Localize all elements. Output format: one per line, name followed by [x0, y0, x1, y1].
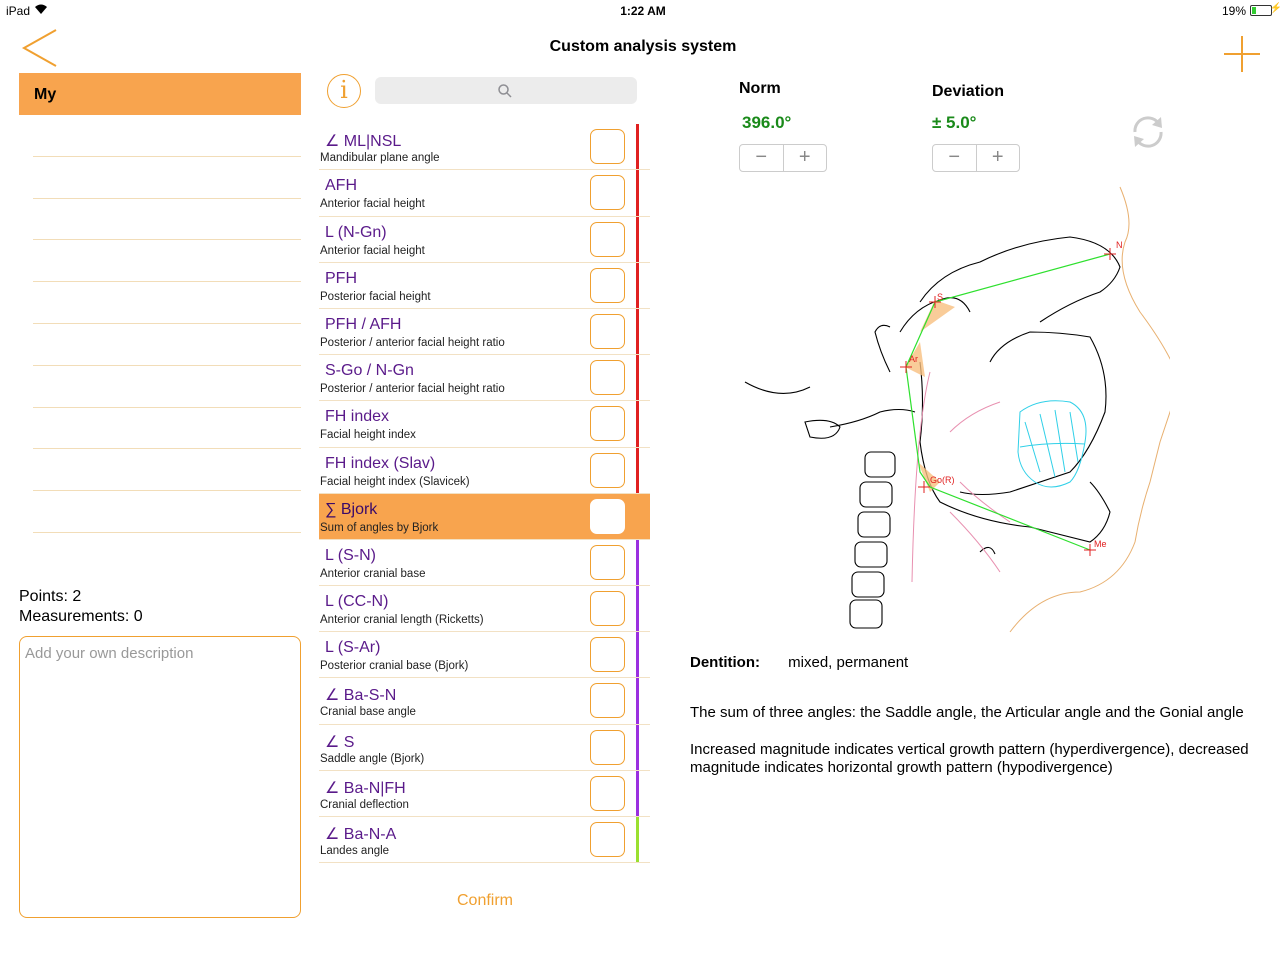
measurement-list-content — [319, 124, 650, 863]
empty-row — [33, 491, 301, 533]
measurement-list[interactable] — [319, 124, 650, 872]
measurement-row[interactable] — [319, 170, 650, 216]
measurement-name: L (N-Gn) — [325, 223, 387, 241]
measurement-row[interactable] — [319, 586, 650, 632]
measurement-name: PFH / AFH — [325, 315, 402, 333]
category-color-bar — [636, 725, 639, 770]
measurement-name: ∠ S — [325, 733, 355, 751]
device-label: iPad — [6, 4, 31, 18]
stats — [19, 587, 143, 627]
measurement-name: FH index (Slav) — [325, 454, 436, 472]
measurement-row[interactable] — [319, 263, 650, 309]
measurement-name: ∑ Bjork — [325, 500, 378, 518]
measurement-name: S-Go / N-Gn — [325, 362, 414, 380]
measurement-checkbox[interactable] — [590, 683, 625, 718]
measurement-checkbox[interactable] — [590, 499, 625, 534]
empty-row — [33, 240, 301, 282]
deviation-label: Deviation — [932, 83, 1005, 100]
category-color-bar — [636, 263, 639, 308]
measurement-row[interactable] — [319, 678, 650, 724]
measurement-subtitle: Posterior / anterior facial height ratio — [320, 383, 505, 396]
measurement-row[interactable] — [319, 448, 650, 494]
measurement-description: The sum of three angles: the Saddle angle, the Articular angle and the Gonial angle — [690, 704, 1244, 721]
category-color-bar — [636, 170, 639, 215]
norm-increment-button[interactable]: + — [783, 145, 827, 171]
points-count: Points: 2 — [19, 588, 82, 605]
empty-row — [33, 282, 301, 324]
measurement-row[interactable] — [319, 632, 650, 678]
measurement-row[interactable] — [319, 725, 650, 771]
empty-row — [33, 449, 301, 491]
category-color-bar — [636, 124, 639, 169]
measurement-checkbox[interactable] — [590, 730, 625, 765]
landmark-go: Go(R) — [930, 475, 955, 485]
measurement-subtitle: Posterior / anterior facial height ratio — [320, 336, 505, 349]
measurement-row[interactable] — [319, 817, 650, 863]
empty-row — [33, 157, 301, 199]
dentition-value: mixed, permanent — [788, 654, 909, 671]
measurement-row[interactable] — [319, 124, 650, 170]
measurement-subtitle: Posterior facial height — [320, 290, 431, 303]
description-input[interactable] — [19, 636, 301, 918]
info-icon[interactable]: i — [327, 74, 361, 108]
empty-row — [33, 366, 301, 408]
deviation-decrement-button[interactable]: − — [948, 146, 961, 168]
status-time: 1:22 AM — [620, 4, 666, 18]
measurement-name: ∠ Ba-N|FH — [325, 779, 406, 797]
search-icon — [497, 83, 513, 99]
soft-tissue-profile — [1010, 187, 1170, 632]
analysis-list — [19, 73, 301, 533]
measurement-checkbox[interactable] — [590, 453, 625, 488]
empty-row — [33, 199, 301, 241]
norm-label: Norm — [739, 80, 781, 97]
measurement-row[interactable] — [319, 309, 650, 355]
category-color-bar — [636, 309, 639, 354]
measurement-name: PFH — [325, 269, 357, 287]
measurement-row[interactable] — [319, 217, 650, 263]
category-color-bar — [636, 817, 639, 862]
measurement-checkbox[interactable] — [590, 268, 625, 303]
measurement-name: ∠ ML|NSL — [325, 133, 402, 151]
analysis-item-my[interactable]: My — [19, 73, 301, 115]
measurement-name: L (S-N) — [325, 546, 376, 564]
deviation-value: ± 5.0° — [932, 113, 977, 132]
plus-icon[interactable] — [1222, 34, 1262, 74]
battery-percent: 19% — [1221, 4, 1246, 18]
measurement-subtitle: Facial height index — [320, 429, 416, 442]
refresh-icon[interactable] — [1127, 111, 1169, 153]
norm-stepper[interactable] — [739, 144, 827, 172]
landmark-me: Me — [1094, 539, 1107, 549]
deviation-increment-button[interactable]: + — [976, 145, 1020, 171]
measurement-row[interactable] — [319, 355, 650, 401]
category-color-bar — [636, 401, 639, 446]
norm-value: 396.0° — [742, 113, 792, 132]
measurement-name: ∠ Ba-S-N — [325, 687, 397, 705]
measurement-subtitle: Mandibular plane angle — [320, 152, 440, 165]
empty-row — [33, 408, 301, 450]
deviation-stepper[interactable] — [932, 144, 1020, 172]
dentition — [690, 654, 908, 671]
category-color-bar — [636, 771, 639, 816]
measurement-row[interactable] — [319, 494, 650, 540]
confirm-button[interactable]: Confirm — [456, 892, 513, 909]
measurement-name: L (CC-N) — [325, 593, 389, 611]
measurement-name: FH index — [325, 408, 390, 426]
measurement-checkbox[interactable] — [590, 360, 625, 395]
measurement-subtitle: Anterior cranial base — [320, 567, 426, 580]
measurement-subtitle: Anterior facial height — [320, 244, 425, 257]
measurement-subtitle: Cranial deflection — [320, 798, 409, 811]
measurement-name: AFH — [325, 177, 357, 195]
category-color-bar — [636, 586, 639, 631]
norm-decrement-button[interactable]: − — [755, 146, 768, 168]
measurement-subtitle: Posterior cranial base (Bjork) — [320, 660, 469, 673]
measurement-checkbox[interactable] — [590, 637, 625, 672]
page-title: Custom analysis system — [549, 38, 737, 55]
measurement-checkbox[interactable] — [590, 406, 625, 441]
measurement-checkbox[interactable] — [590, 314, 625, 349]
empty-row — [33, 115, 301, 157]
measurement-checkbox[interactable] — [590, 591, 625, 626]
measurement-subtitle: Cranial base angle — [320, 706, 416, 719]
measurement-checkbox[interactable] — [590, 776, 625, 811]
landmark-n: N — [1116, 240, 1123, 250]
measurement-interpretation: Increased magnitude indicates vertical growth pattern (hyperdivergence), decreased magnitude indicates horizontal growth pattern (hypodivergence) — [690, 741, 1249, 776]
search-input[interactable] — [375, 77, 637, 104]
measurement-name: ∠ Ba-N-A — [325, 826, 397, 843]
measurement-checkbox[interactable] — [590, 545, 625, 580]
landmark-s: S — [937, 292, 944, 302]
measurement-subtitle: Facial height index (Slavicek) — [320, 475, 470, 488]
dentition-label: Dentition: — [690, 654, 760, 671]
measurement-checkbox[interactable] — [590, 129, 625, 164]
measurement-subtitle: Landes angle — [320, 845, 390, 857]
empty-row — [33, 324, 301, 366]
measurement-subtitle: Sum of angles by Bjork — [320, 521, 439, 534]
measurement-row[interactable] — [319, 540, 650, 586]
cephalometric-drawing — [740, 182, 1170, 634]
category-color-bar — [636, 540, 639, 585]
category-color-bar — [636, 494, 639, 539]
category-color-bar — [636, 632, 639, 677]
category-color-bar — [636, 355, 639, 400]
measurement-subtitle: Anterior cranial length (Ricketts) — [320, 614, 484, 627]
category-color-bar — [636, 448, 639, 493]
landmark-ar: Ar — [909, 354, 918, 364]
category-color-bar — [636, 217, 639, 262]
measurement-subtitle: Saddle angle (Bjork) — [320, 752, 425, 765]
measurements-count: Measurements: 0 — [19, 608, 143, 625]
measurement-checkbox[interactable] — [590, 175, 625, 210]
category-color-bar — [636, 678, 639, 723]
measurement-row[interactable] — [319, 771, 650, 817]
measurement-row[interactable] — [319, 401, 650, 447]
measurement-name: L (S-Ar) — [325, 639, 381, 657]
status-bar — [0, 0, 1286, 22]
charging-icon: ⚡ — [1269, 3, 1282, 14]
measurement-checkbox[interactable] — [590, 822, 625, 857]
measurement-checkbox[interactable] — [590, 222, 625, 257]
measurement-subtitle: Anterior facial height — [320, 198, 425, 211]
